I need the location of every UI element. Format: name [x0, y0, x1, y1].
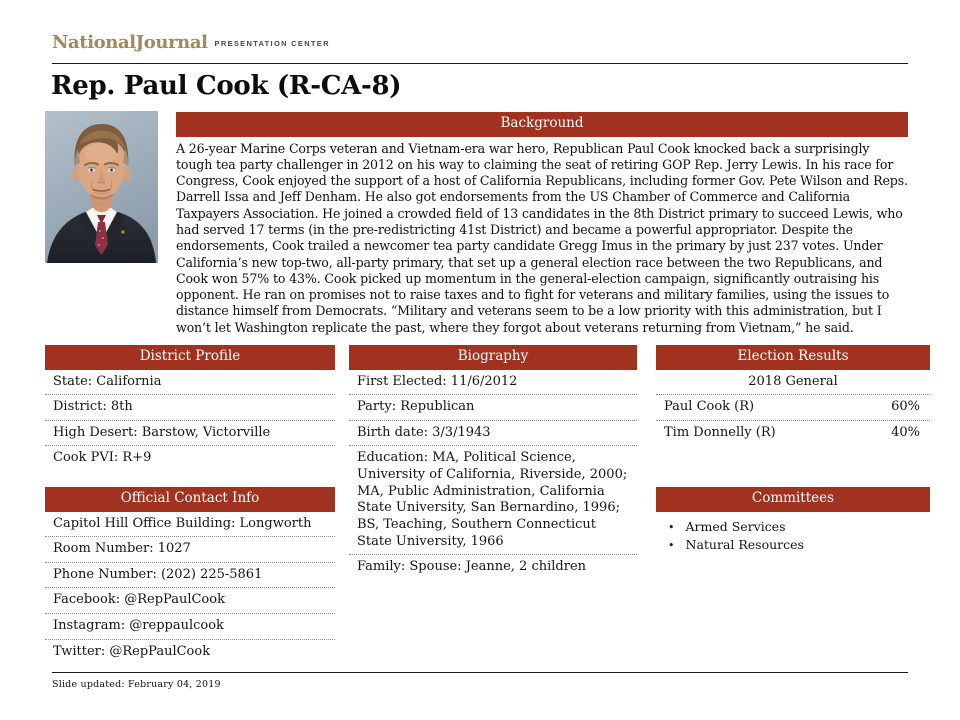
table-row: First Elected: 11/6/2012 — [349, 370, 637, 396]
contact-info-header: Official Contact Info — [45, 487, 335, 512]
table-row: Party: Republican — [349, 395, 637, 421]
headshot-illustration — [45, 111, 158, 263]
background-section — [176, 112, 908, 336]
committees-table — [656, 487, 930, 555]
table-row: Instagram: @reppaulcook — [45, 614, 335, 640]
candidate-pct: 40% — [891, 424, 920, 440]
brand-logo: NationalJournal — [52, 32, 208, 53]
table-row: Education: MA, Political Science, University of California, Riverside, 2000; MA, Public Administration, California State University, San Bernardino, 1996; BS, Teaching, Southern Connecticut State University, 1966 — [349, 446, 637, 555]
page-title: Rep. Paul Cook (R-CA-8) — [51, 71, 402, 101]
committees-list — [656, 512, 930, 556]
district-profile-header: District Profile — [45, 345, 335, 370]
biography-header: Biography — [349, 345, 637, 370]
table-row — [656, 395, 930, 421]
contact-info-table — [45, 487, 335, 664]
footer-divider — [52, 672, 908, 673]
table-row: Family: Spouse: Jeanne, 2 children — [357, 559, 587, 575]
list-item: • Armed Services — [662, 518, 930, 537]
brand-suffix: PRESENTATION CENTER — [214, 39, 330, 48]
candidate-name: Paul Cook (R) — [664, 399, 755, 415]
table-row: High Desert: Barstow, Victorville — [45, 421, 335, 447]
portrait-photo — [45, 111, 158, 263]
list-item: • Natural Resources — [662, 536, 930, 555]
table-row: Cook PVI: R+9 — [53, 450, 152, 466]
district-profile-table — [45, 345, 335, 471]
election-results-header: Election Results — [656, 345, 930, 370]
committees-header: Committees — [656, 487, 930, 512]
election-subtitle: 2018 General — [656, 370, 930, 396]
candidate-pct: 60% — [891, 399, 920, 415]
table-row: Twitter: @RepPaulCook — [53, 643, 211, 659]
biography-table — [349, 345, 637, 580]
table-row: Capitol Hill Office Building: Longworth — [45, 512, 335, 538]
header-divider — [52, 63, 908, 64]
candidate-name: Tim Donnelly (R) — [664, 424, 776, 440]
table-row: Phone Number: (202) 225-5861 — [45, 563, 335, 589]
table-row: Room Number: 1027 — [45, 537, 335, 563]
table-row: Facebook: @RepPaulCook — [45, 588, 335, 614]
table-row: State: California — [45, 370, 335, 396]
background-header: Background — [176, 112, 908, 137]
table-row: Birth date: 3/3/1943 — [349, 421, 637, 447]
table-row — [656, 421, 930, 446]
election-results-table — [656, 345, 930, 445]
slide-updated-label: Slide updated: February 04, 2019 — [52, 679, 221, 690]
brand-row — [52, 32, 330, 53]
background-text: A 26-year Marine Corps veteran and Vietnam-era war hero, Republican Paul Cook knocked back a surprisingly tough tea party challenger in 2012 on his way to claiming the seat of retiring GOP Rep. Jerry Lewis. In his race for Congress, Cook enjoyed the support of a host of California Republicans, including former Gov. Pete Wilson and Reps. Darrell Issa and Jeff Denham. He also got endorsements from the US Chamber of Commerce and California Taxpayers Association. He joined a crowded field of 13 candidates in the 8th District primary to succeed Lewis, who had served 17 terms (in the pre-redistricting 41st District) and became a powerful appropriator. Despite the endorsements, Cook trailed a newcomer tea party candidate Gregg Imus in the primary by just 237 votes. Under California’s new top-two, all-party primary, that set up a general election race between the two Republicans, and Cook won 57% to 43%. Cook picked up momentum in the general-election campaign, significantly outraising his opponent. He ran on promises not to raise taxes and to fight for veterans and military families, using the issues to distance himself from Democrats. “Military and veterans seem to be a low priority with this administration, but I won’t let Washington replicate the past, where they forgot about veterans returning from Vietnam,” he said. — [176, 140, 908, 335]
table-row: District: 8th — [45, 395, 335, 421]
